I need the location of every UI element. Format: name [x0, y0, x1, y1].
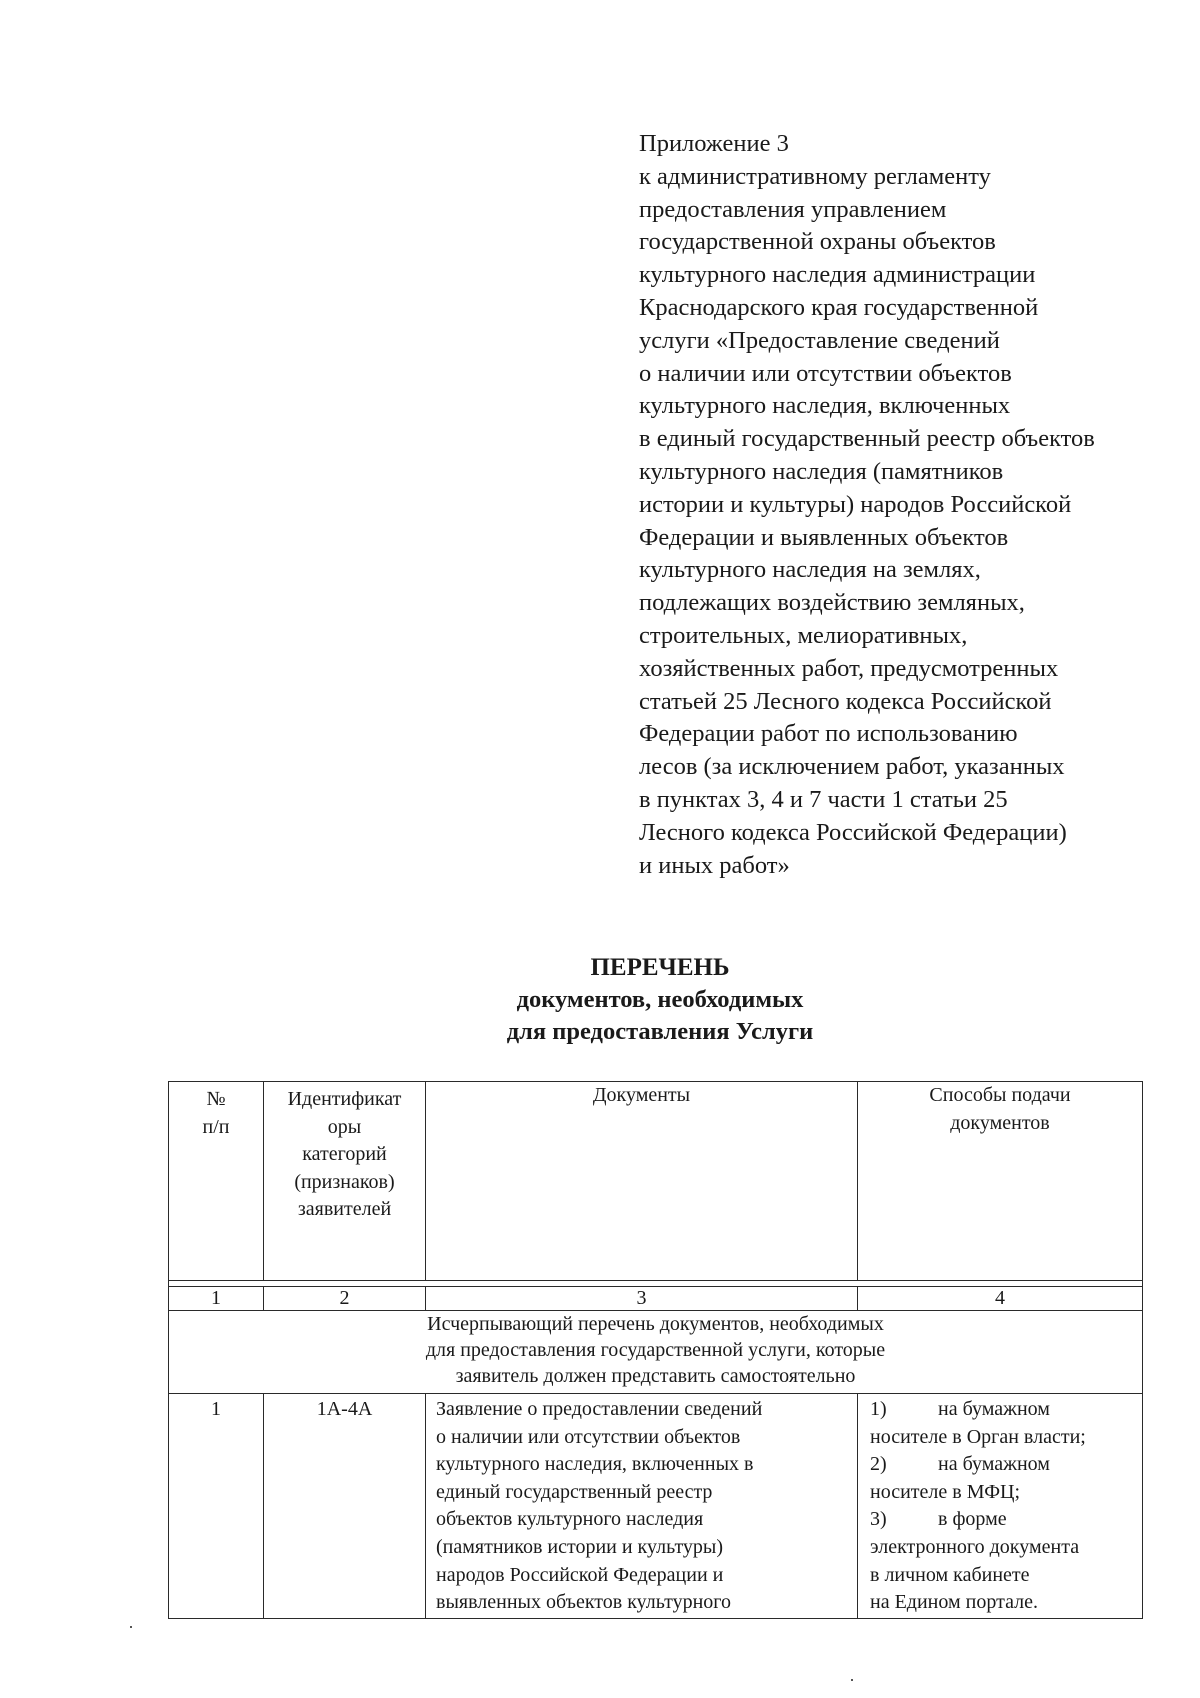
table-header-row [169, 1082, 1143, 1281]
appendix-line: культурного наследия на землях, [639, 556, 981, 584]
method-line [870, 1506, 1138, 1534]
appendix-line: и иных работ» [639, 851, 790, 879]
appendix-line: статьей 25 Лесного кодекса Российской [639, 687, 1052, 715]
appendix-line: хозяйственных работ, предусмотренных [639, 654, 1059, 682]
appendix-line: культурного наследия (памятников [639, 457, 1004, 485]
document-text-line: культурного наследия, включенных в [436, 1453, 754, 1476]
header-documents-label: Документы [592, 1084, 691, 1106]
header-identifiers-line: категорий [302, 1143, 387, 1165]
column-number-cell: 3 [426, 1287, 858, 1311]
method-text: на бумажном [938, 1398, 1050, 1420]
appendix-block [639, 128, 1184, 882]
appendix-line: культурного наследия администрации [639, 261, 1036, 289]
header-identifiers-line: Идентификат [287, 1088, 402, 1110]
document-text-line: выявленных объектов культурного [436, 1591, 732, 1614]
header-methods-line: документов [950, 1111, 1050, 1134]
method-line: в личном кабинете [870, 1563, 1030, 1586]
header-identifiers-line: (признаков) [294, 1170, 395, 1193]
section-title-row [169, 1311, 1143, 1394]
header-cell-documents [426, 1082, 858, 1281]
method-number: 1) [870, 1398, 887, 1420]
appendix-line: в единый государственный реестр объектов [639, 425, 1095, 453]
documents-table [168, 1081, 1143, 1619]
appendix-line: Приложение 3 [639, 130, 789, 157]
header-cell-number [169, 1082, 264, 1281]
document-text-line: Заявление о предоставлении сведений [436, 1398, 763, 1420]
method-text: на бумажном [938, 1453, 1050, 1476]
section-title-line: для предоставления государственной услуги, которые [425, 1339, 886, 1361]
method-line: носителе в Орган власти; [870, 1425, 1086, 1448]
header-number-pp: п/п [202, 1115, 230, 1138]
scan-speck [130, 1626, 132, 1628]
appendix-line: услуги «Предоставление сведений [639, 326, 1000, 354]
method-line [870, 1396, 1138, 1424]
appendix-line: строительных, мелиоративных, [639, 621, 968, 649]
title-line-1: ПЕРЕЧЕНЬ [590, 954, 730, 981]
table-row [169, 1394, 1143, 1619]
column-number-cell: 2 [264, 1287, 426, 1311]
document-text-line: о наличии или отсутствии объектов [436, 1425, 741, 1448]
appendix-line: Лесного кодекса Российской Федерации) [639, 818, 1067, 846]
appendix-line: истории и культуры) народов Российской [639, 490, 1072, 518]
document-text-line: объектов культурного наследия [436, 1508, 704, 1531]
section-title-line: заявитель должен представить самостоятельно [455, 1365, 856, 1387]
appendix-line: лесов (за исключением работ, указанных [639, 753, 1065, 781]
method-line: носителе в МФЦ; [870, 1480, 1021, 1503]
appendix-line: государственной охраны объектов [639, 228, 996, 256]
column-number-row [169, 1287, 1143, 1311]
method-number: 2) [870, 1453, 887, 1476]
document-text-line: (памятников истории и культуры) [436, 1535, 724, 1558]
header-cell-identifiers [264, 1082, 426, 1281]
appendix-line: Федерации и выявленных объектов [639, 523, 1009, 551]
document-text-line: единый государственный реестр [436, 1480, 713, 1503]
row-number-cell: 1 [169, 1394, 264, 1619]
title-line-3: для предоставления Услуги [506, 1018, 814, 1045]
header-identifiers-line: оры [327, 1115, 362, 1138]
header-methods-line: Способы подачи [929, 1084, 1071, 1106]
header-number-sign: № [206, 1088, 226, 1110]
appendix-line: подлежащих воздействию земляных, [639, 589, 1025, 617]
section-title-line: Исчерпывающий перечень документов, необходимых [427, 1313, 884, 1335]
appendix-line: предоставления управлением [639, 195, 947, 223]
method-line [870, 1451, 1138, 1479]
column-number-cell: 4 [858, 1287, 1143, 1311]
title-line-2: документов, необходимых [516, 986, 804, 1013]
column-number-cell: 1 [169, 1287, 264, 1311]
document-title [0, 952, 1200, 1048]
scan-speck [851, 1679, 853, 1681]
document-text-line: народов Российской Федерации и [436, 1563, 724, 1586]
method-line: электронного документа [870, 1535, 1080, 1558]
appendix-line: Краснодарского края государственной [639, 293, 1039, 321]
method-text: в форме [938, 1508, 1007, 1531]
row-document-cell [426, 1394, 858, 1619]
appendix-line: к административному регламенту [639, 162, 991, 190]
row-methods-cell [858, 1394, 1143, 1619]
appendix-line: Федерации работ по использованию [639, 720, 1018, 748]
method-line: на Едином портале. [870, 1591, 1038, 1614]
header-identifiers-line: заявителей [297, 1198, 392, 1220]
section-title-cell [169, 1311, 1143, 1394]
appendix-line: в пунктах 3, 4 и 7 части 1 статьи 25 [639, 785, 1008, 813]
appendix-line: о наличии или отсутствии объектов [639, 359, 1012, 387]
row-identifier-cell: 1А-4А [264, 1394, 426, 1619]
header-cell-methods [858, 1082, 1143, 1281]
method-number: 3) [870, 1508, 887, 1531]
appendix-line: культурного наследия, включенных [639, 392, 1011, 420]
